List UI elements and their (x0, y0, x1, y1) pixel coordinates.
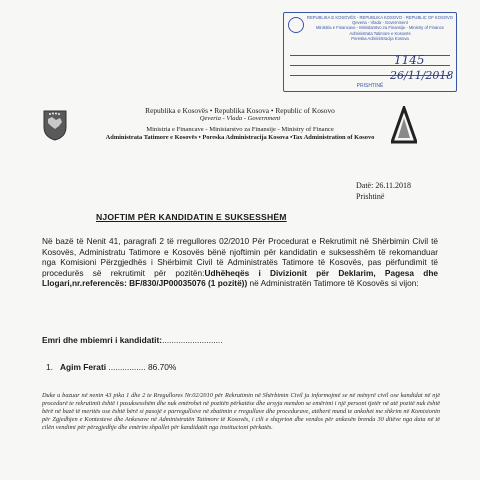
letterhead-line: Administrata Tatimore e Kosovës • Poreska Administracija Kosova •Tax Administration of Kosovo (105, 134, 375, 141)
candidate-item (46, 362, 176, 372)
letterhead (0, 107, 480, 142)
stamp-number: 1145 (394, 53, 425, 67)
stamp-header-line: Poreska Administracija Kosova (351, 35, 409, 41)
document-title: NJOFTIM PËR KANDIDATIN E SUKSESSHËM (96, 212, 287, 222)
letterhead-line: Ministria e Financave - Ministarstvo za Finansije - Ministry of Finance (146, 126, 334, 133)
candidate-number: 1. (46, 362, 53, 372)
body-tail: në Administratën Tatimore të Kosovës si vijon: (247, 278, 419, 289)
stamp-date: 26/11/2018 (390, 69, 454, 82)
position-title: Udhëheqës i Divizionit për Deklarim, Pagesa dhe Llogari,nr.referencës: BF/830/JP00035076 (1 pozitë)) (42, 267, 438, 289)
candidate-list-header (42, 335, 223, 345)
stamp-header-line: Ministria e Financave - Ministarstvo za Finansije - Ministry of Finance (316, 25, 444, 31)
document-date: Datë: 26.11.2018 (356, 181, 412, 190)
stamp-footer: PRISHTINË (356, 83, 384, 89)
stamp-header-line: Qeveria - Vlada - Government (352, 20, 408, 26)
candidate-dots: ................ (108, 362, 146, 372)
candidate-name: Agim Ferati (59, 362, 107, 372)
stamp-seal-icon (288, 17, 304, 33)
candidate-score: 86.70% (147, 362, 177, 372)
letterhead-line: Qeveria - Vlada - Government (199, 115, 281, 122)
stamp-header-line: Administrata Tatimore e Kosovës (349, 30, 411, 36)
body-paragraph (42, 236, 438, 289)
appeal-notice: Duke u bazuar në nenin 43 pika 1 dhe 2 te Rregullores Nr.02/2010 për Rekrutimin në Shërbimin Civil ju informojmë se në mënyrë civil ose kandidat në një procedurë te rekrutimit është i pasuksesshëm dhe nuk emërohet në pozitën përkatëse dhe arsyja mendon se emërimi i një personi tjetër në atë pozitë nuk është bërë në bazë të meritës ose është bërë si pasojë e parregullsive në zbatimin e rregullave dhe procedurave, atëherë mund te ankohet me shkrim në Komisionin për Zgjedhjen e Kontesteve dhe Ankesave në Administratën Tatimore të Kosovës, i cili e shqyrton dhe vendos për ankesën brenda 30 ditëve nga data në të cilën vendimi për përzgjedhje dhe emërim shpallet për kandidatët nga institucioni përkatës. (42, 392, 440, 432)
date-block (356, 180, 411, 202)
body-text: Në bazë të Nenit 41, paragrafi 2 të rregullores 02/2010 Për Procedurat e Rekrutimit në Shërbimin Civil të Kosovës, Administratu Tatimore e Kosovës bënë njoftimin për kandidatin e suksesshëm të rekomanduar nga Komisioni Përzgjedhës i Shërbimit Civil të Administratës Tatimore të Kosovës, pas përfundimit të procedurës së rekrutimit për pozitën: (42, 236, 438, 278)
list-header-label: Emri dhe mbiemri i kandidatit: (42, 335, 163, 345)
list-header-dots: .......................... (162, 335, 223, 345)
document-place: Prishtinë (356, 192, 385, 201)
letterhead-line: Republika e Kosovës • Republika Kosova • Republic of Kosovo (145, 106, 335, 115)
registration-stamp (283, 12, 457, 92)
stamp-header (306, 15, 454, 41)
stamp-header-line: REPUBLIKA E KOSOVËS - REPUBLIKA KOSOVO - REPUBLIC OF KOSOVO (306, 15, 454, 20)
